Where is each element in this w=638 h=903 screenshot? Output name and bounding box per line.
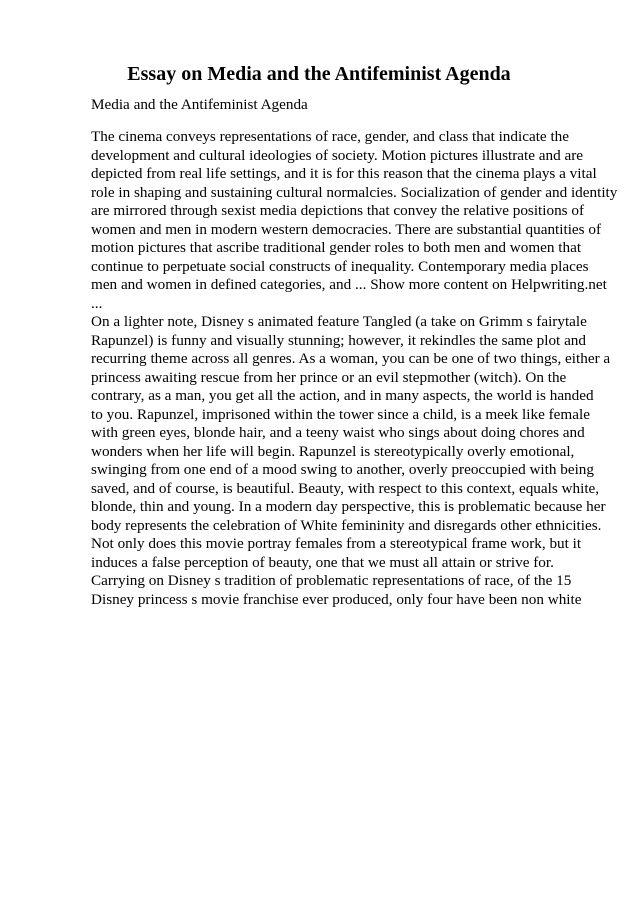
body-line: On a lighter note, Disney s animated feature Tangled (a take on Grimm s fairytale [91, 313, 587, 330]
body-line: blonde, thin and young. In a modern day perspective, this is problematic because her [91, 498, 606, 515]
body-line: men and women in defined categories, and ... Show more content on Helpwriting.net [91, 276, 607, 293]
body-line: induces a false perception of beauty, one that we must all attain or strive for. [91, 553, 554, 571]
body-line: continue to perpetuate social constructs of inequality. Contemporary media places [91, 257, 589, 275]
body-line: Rapunzel) is funny and visually stunning; however, it rekindles the same plot and [91, 331, 586, 349]
body-line: wonders when her life will begin. Rapunzel is stereotypically overly emotional, [91, 442, 575, 460]
body-line: women and men in modern western democracies. There are substantial quantities of [91, 220, 602, 238]
body-line: Not only does this movie portray females from a stereotypical frame work, but it [91, 535, 582, 552]
body-line: saved, and of course, is beautiful. Beauty, with respect to this context, equals white, [91, 479, 600, 497]
body-line: body represents the celebration of White femininity and disregards other ethnicities. [91, 516, 602, 534]
body-line: ... [91, 294, 103, 312]
body-line: are mirrored through sexist media depictions that convey the relative positions of [91, 202, 585, 219]
body-line: swinging from one end of a mood swing to another, overly preoccupied with being [91, 461, 594, 478]
document-subtitle: Media and the Antifeminist Agenda [91, 96, 308, 113]
body-line: contrary, as a man, you get all the action, and in many aspects, the world is handed [91, 387, 594, 404]
body-line: to you. Rapunzel, imprisoned within the tower since a child, is a meek like female [91, 405, 590, 423]
body-line: with green eyes, blonde hair, and a teeny waist who sings about doing chores and [91, 424, 585, 441]
essay-body [91, 128, 617, 609]
document-title: Essay on Media and the Antifeminist Agenda [127, 63, 511, 85]
body-line: role in shaping and sustaining cultural normalcies. Socialization of gender and identity [91, 183, 618, 201]
body-line: development and cultural ideologies of society. Motion pictures illustrate and are [91, 146, 584, 164]
body-line: recurring theme across all genres. As a woman, you can be one of two things, either a [91, 350, 611, 367]
body-line: depicted from real life settings, and it is for this reason that the cinema plays a vital [91, 165, 597, 182]
body-line: The cinema conveys representations of race, gender, and class that indicate the [91, 128, 570, 145]
body-line: Carrying on Disney s tradition of problematic representations of race, of the 15 [91, 572, 572, 589]
body-line: Disney princess s movie franchise ever produced, only four have been non white [91, 590, 582, 608]
body-line: motion pictures that ascribe traditional gender roles to both men and women that [91, 239, 582, 256]
body-line: princess awaiting rescue from her prince or an evil stepmother (witch). On the [91, 368, 567, 386]
